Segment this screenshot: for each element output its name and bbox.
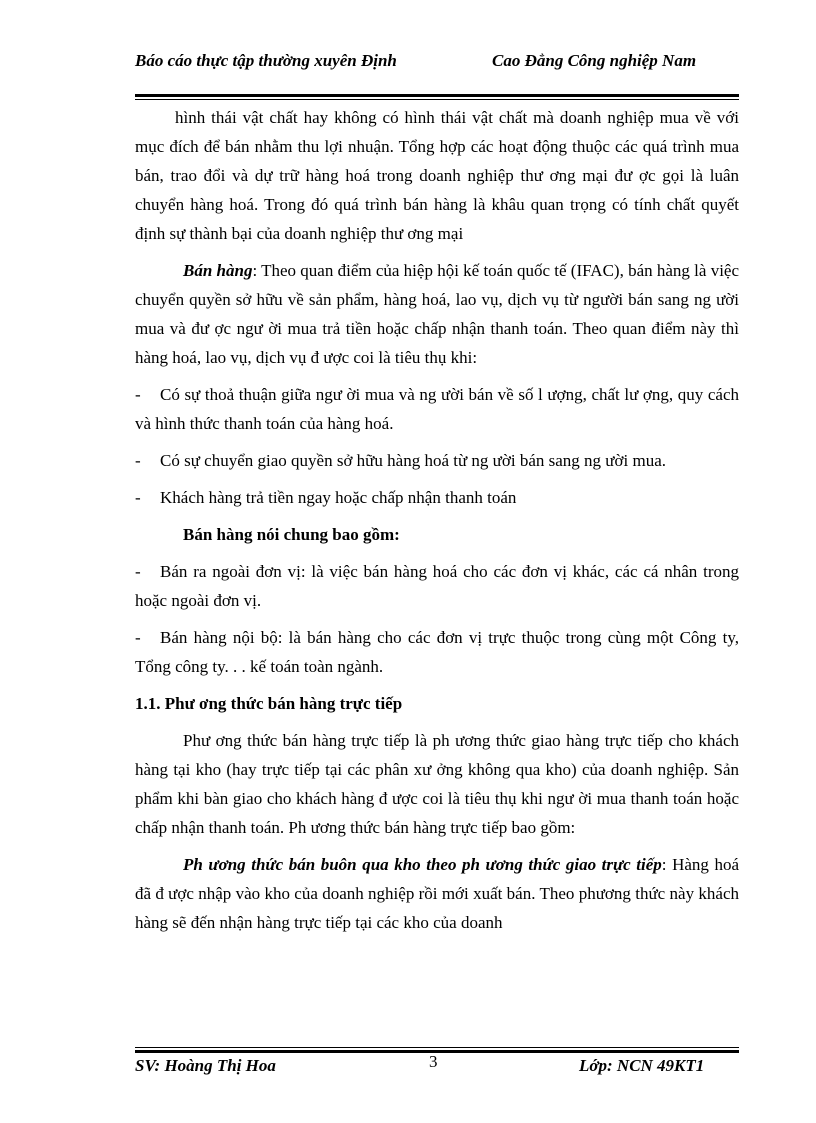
footer-class-code: Lớp: NCN 49KT1 <box>579 1056 705 1075</box>
list-item-text: Bán ra ngoài đơn vị: là việc bán hàng hoá cho các đơn vị khác, các cá nhân trong hoặc ngoài đơn vị. <box>135 562 739 610</box>
header-rule-thick <box>135 94 739 97</box>
header-school-name: Cao Đẳng Công nghiệp Nam <box>492 51 697 70</box>
list-item-text: Bán hàng nội bộ: là bán hàng cho các đơn vị trực thuộc trong cùng một Công ty, Tổng công ty. . . kế toán toàn ngành. <box>135 628 739 676</box>
list-item <box>135 483 739 512</box>
dash-bullet-icon: - <box>135 385 141 404</box>
term-wholesale: Ph ương thức bán buôn qua kho theo ph ương thức giao trực tiếp <box>183 855 662 874</box>
sub-heading: Bán hàng nói chung bao gồm: <box>183 525 400 544</box>
page-body <box>135 103 739 937</box>
dash-bullet-icon: - <box>135 628 141 647</box>
list-item-text: Có sự thoả thuận giữa ngư ời mua và ng ười bán về số l ượng, chất lư ợng, quy cách và hình thức thanh toán của hàng hoá. <box>135 385 739 433</box>
dash-bullet-icon: - <box>135 488 141 507</box>
paragraph-direct-sales: Phư ơng thức bán hàng trực tiếp là ph ương thức giao hàng trực tiếp cho khách hàng tại kho (hay trực tiếp tại các phân xư ởng không qua kho) của doanh nghiệp. Sản phẩm khi bàn giao cho khách hàng đ ược coi là tiêu thụ khi ngư ời mua thanh toán hoặc chấp nhận thanh toán. Ph ương thức bán hàng trực tiếp bao gồm: <box>135 731 739 837</box>
section-heading: 1.1. Phư ơng thức bán hàng trực tiếp <box>135 694 403 713</box>
paragraph-ban-hang-definition <box>135 256 739 372</box>
list-item-text: Khách hàng trả tiền ngay hoặc chấp nhận thanh toán <box>160 488 517 507</box>
list-item <box>135 446 739 475</box>
wholesale-text: : Hàng hoá đã đ ược nhập vào kho của doanh nghiệp rồi mới xuất bán. Theo phương thức này khách hàng sẽ đến nhận hàng trực tiếp tại các kho của doanh <box>135 855 740 932</box>
list-item <box>135 623 739 681</box>
header-report-title: Báo cáo thực tập thường xuyên Định <box>135 51 397 70</box>
list-item-text: Có sự chuyển giao quyền sở hữu hàng hoá từ ng ười bán sang ng ười mua. <box>160 451 666 470</box>
footer-rule-thin <box>135 1047 739 1048</box>
paragraph-intro: hình thái vật chất hay không có hình thái vật chất mà doanh nghiệp mua về với mục đích để bán nhằm thu lợi nhuận. Tổng hợp các hoạt động thuộc các quá trình mua bán, trao đổi và dự trữ hàng hoá trong doanh nghiệp thư ơng mại đư ợc gọi là luân chuyển hàng hoá. Trong đó quá trình bán hàng là khâu quan trọng có tính chất quyết định sự thành bại của doanh nghiệp thư ơng mại <box>135 108 739 243</box>
footer-student-name: SV: Hoàng Thị Hoa <box>135 1056 276 1075</box>
page-number: 3 <box>429 1052 438 1071</box>
list-item <box>135 380 739 438</box>
paragraph-wholesale <box>135 850 739 937</box>
list-item <box>135 557 739 615</box>
definition-text: : Theo quan điểm của hiệp hội kế toán quốc tế (IFAC), bán hàng là việc chuyển quyền sở hữu về sản phẩm, hàng hoá, lao vụ, dịch vụ từ người bán sang ng ười mua và đư ợc ngư ời mua trả tiền hoặc chấp nhận thanh toán. Theo quan điểm này thì hàng hoá, lao vụ, dịch vụ đ ược coi là tiêu thụ khi: <box>135 261 740 367</box>
header-rule-thin <box>135 99 739 100</box>
dash-bullet-icon: - <box>135 562 141 581</box>
dash-bullet-icon: - <box>135 451 141 470</box>
term-ban-hang: Bán hàng <box>183 261 253 280</box>
